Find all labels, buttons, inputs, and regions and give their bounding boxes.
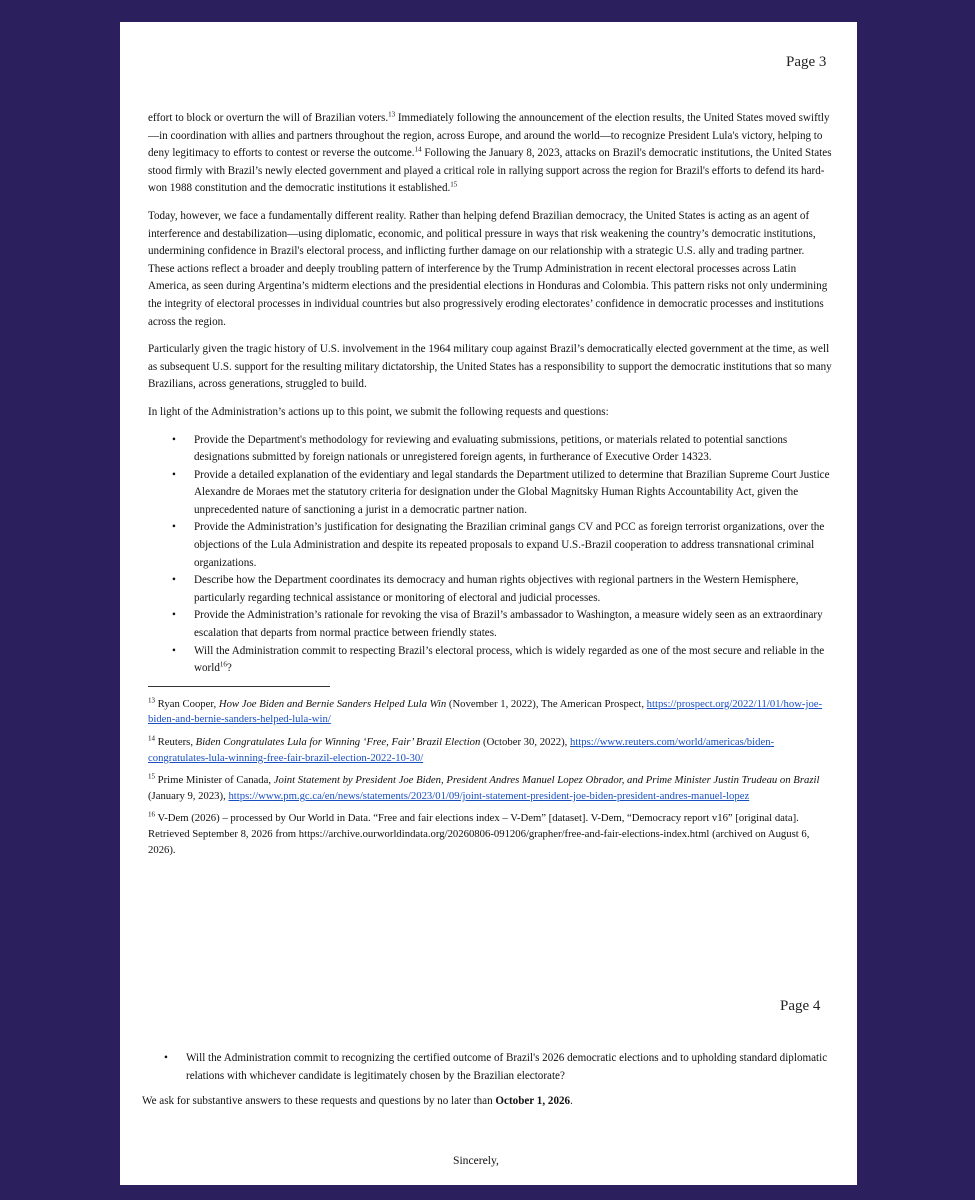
bullet-icon: • — [172, 433, 176, 446]
page3-body — [148, 110, 832, 865]
bullet-icon: • — [172, 609, 176, 622]
paragraph — [148, 341, 832, 394]
request-item — [172, 432, 832, 467]
request-item — [172, 572, 832, 607]
document-page — [120, 22, 857, 1185]
request-item — [172, 643, 832, 678]
request-list-page4 — [142, 1050, 832, 1085]
footnote-text: Reuters, — [155, 736, 196, 748]
closing-text: We ask for substantive answers to these requests and questions by no later than — [142, 1095, 496, 1108]
footnote-text: (November 1, 2022), The American Prospect, — [446, 697, 647, 710]
request-text: Provide the Administration’s justification for designating the Brazilian criminal gangs CV and PCC as foreign terrorist organizations, over the objections of the Lula Administration and despite its repeated proposals to expand U.S.-Brazil cooperation to address transnational criminal organizations. — [194, 521, 825, 569]
bullet-icon: • — [172, 644, 176, 657]
footnote-title: How Joe Biden and Bernie Sanders Helped Lula Win — [218, 697, 447, 710]
footnote-text: V-Dem (2026) – processed by Our World in Data. “Free and fair elections index – V-Dem” [dataset]. V-Dem, “Democracy report v16” [original data]. Retrieved September 8, 2026 from https://archive.ourworldindata.org/20260806-091206/grapher/free-and-fair-elections-index.html (archived on August 6, 2026). — [148, 812, 810, 856]
footnote-number: 14 — [148, 734, 155, 743]
paragraph-text: Immediately following the announcement of the election results, the United States moved swiftly—in coordination with allies and partners throughout the region, across Europe, and around the world—to recognize President Lula's victory, helping to deny legitimacy to efforts to contest or reverse the outcome. — [148, 112, 830, 160]
bullet-icon: • — [172, 468, 176, 481]
footnote-ref[interactable]: 16 — [219, 660, 227, 669]
footnote — [148, 697, 832, 728]
paragraph — [148, 110, 832, 198]
footnote-number: 16 — [148, 810, 155, 819]
footnote-title: Joint Statement by President Joe Biden, President Andres Manuel Lopez Obrador, and Prime Minister Justin Trudeau on Brazil — [273, 774, 820, 787]
closing-sentence — [142, 1093, 832, 1111]
footnote-link[interactable]: https://www.reuters.com/world/americas/biden-congratulates-lula-winning-free-fair-brazil-election-2022-10-30/ — [148, 736, 775, 764]
page-number: Page 3 — [786, 54, 827, 70]
footnote-text: (October 30, 2022), — [480, 736, 570, 748]
request-text: Provide the Administration’s rationale for revoking the visa of Brazil’s ambassador to Washington, a measure widely seen as an extraordinary escalation that departs from normal practice between friendly states. — [194, 609, 823, 640]
bullet-icon: • — [164, 1052, 168, 1064]
paragraphs — [148, 110, 832, 422]
bullet-icon: • — [172, 574, 176, 587]
bullet-icon: • — [172, 521, 176, 534]
paragraph-text: effort to block or overturn the will of Brazilian voters. — [148, 112, 389, 124]
footnote-link[interactable]: https://prospect.org/2022/11/01/how-joe-biden-and-bernie-sanders-helped-lula-win/ — [148, 697, 823, 726]
footnote-text: (January 9, 2023), — [148, 789, 229, 802]
footnote-ref[interactable]: 14 — [414, 145, 422, 154]
footnote-title: Biden Congratulates Lula for Winning ‘Free, Fair’ Brazil Election — [195, 736, 481, 748]
footnote-link[interactable]: https://www.pm.gc.ca/en/news/statements/2023/01/09/joint-statement-president-joe-biden-president-andres-manuel-lopez — [228, 789, 750, 802]
footnote-ref[interactable]: 13 — [388, 110, 396, 119]
request-item — [172, 467, 832, 520]
closing-date: October 1, 2026 — [495, 1095, 571, 1108]
paragraph-text: In light of the Administration’s actions up to this point, we submit the following requests and questions: — [148, 405, 609, 418]
footnote-text: Prime Minister of Canada, — [155, 774, 274, 787]
footnote-number: 15 — [148, 772, 155, 781]
page-number-4: Page 4 — [780, 998, 821, 1014]
footnote — [148, 811, 832, 858]
footnote-number: 13 — [148, 696, 155, 705]
page4-body — [142, 1050, 832, 1111]
paragraph-text: Today, however, we face a fundamentally different reality. Rather than helping defend Brazilian democracy, the United States is acting as an agent of interference and destabilization—using diplomatic, economic, and political pressure in ways that risk weakening the country’s democratic institutions, undermining confidence in Brazil's electoral process, and inflicting further damage on our relationship with a strategic U.S. ally and trading partner. These actions reflect a broader and deeply troubling pattern of interference by the Trump Administration in recent electoral processes across Latin America, as seen during Argentina’s midterm elections and the presidential elections in Honduras and Colombia. This pattern risks not only undermining the integrity of electoral processes in individual countries but also progressively eroding electorates’ confidence in democratic processes and institutions across the region. — [148, 209, 828, 328]
request-text: Provide a detailed explanation of the evidentiary and legal standards the Department utilized to determine that Brazilian Supreme Court Justice Alexandre de Moraes met the statutory criteria for designation under the Global Magnitsky Human Rights Accountability Act, given the unprecedented nature of sanctioning a jurist in a democratic partner nation. — [194, 468, 830, 516]
footnotes — [148, 697, 832, 858]
footnote-text: Ryan Cooper, — [155, 697, 219, 710]
request-item — [164, 1050, 832, 1085]
footnote-ref[interactable]: 15 — [450, 180, 458, 189]
signoff: Sincerely, — [453, 1154, 499, 1167]
paragraph-text: Particularly given the tragic history of U.S. involvement in the 1964 military coup against Brazil’s democratically elected government at the time, as well as subsequent U.S. support for the resulting military dictatorship, the United States has a responsibility to support the democratic institutions that so many Brazilians, across generations, struggled to build. — [148, 343, 832, 391]
request-item — [172, 519, 832, 572]
paragraph — [148, 208, 832, 331]
request-text: Will the Administration commit to recognizing the certified outcome of Brazil's 2026 democratic elections and to upholding standard diplomatic relations with whichever candidate is legitimately chosen by the Brazilian electorate? — [186, 1052, 828, 1082]
request-item — [172, 607, 832, 642]
request-text: Will the Administration commit to respecting Brazil’s electoral process, which is widely regarded as one of the most secure and reliable in the world — [194, 644, 825, 675]
paragraph-text: Following the January 8, 2023, attacks on Brazil's democratic institutions, the United States stood firmly with Brazil’s newly elected government and played a critical role in rallying support across the region for Brazil's efforts to defend its hard-won 1988 constitution and the democratic institutions it established. — [148, 147, 832, 195]
request-text: Describe how the Department coordinates its democracy and human rights objectives with regional partners in the Western Hemisphere, particularly regarding technical assistance or monitoring of electoral and judicial processes. — [194, 574, 799, 604]
footnote-divider — [148, 686, 330, 687]
footnote — [148, 735, 832, 766]
request-list — [148, 432, 832, 678]
footnote — [148, 773, 832, 804]
request-text: Provide the Department's methodology for reviewing and evaluating submissions, petitions, or materials related to potential sanctions designations submitted by foreign nationals or unregistered foreign agents, in furtherance of Executive Order 14323. — [194, 433, 788, 464]
closing-period: . — [570, 1095, 573, 1108]
paragraph — [148, 404, 832, 422]
request-tail: ? — [226, 662, 232, 675]
